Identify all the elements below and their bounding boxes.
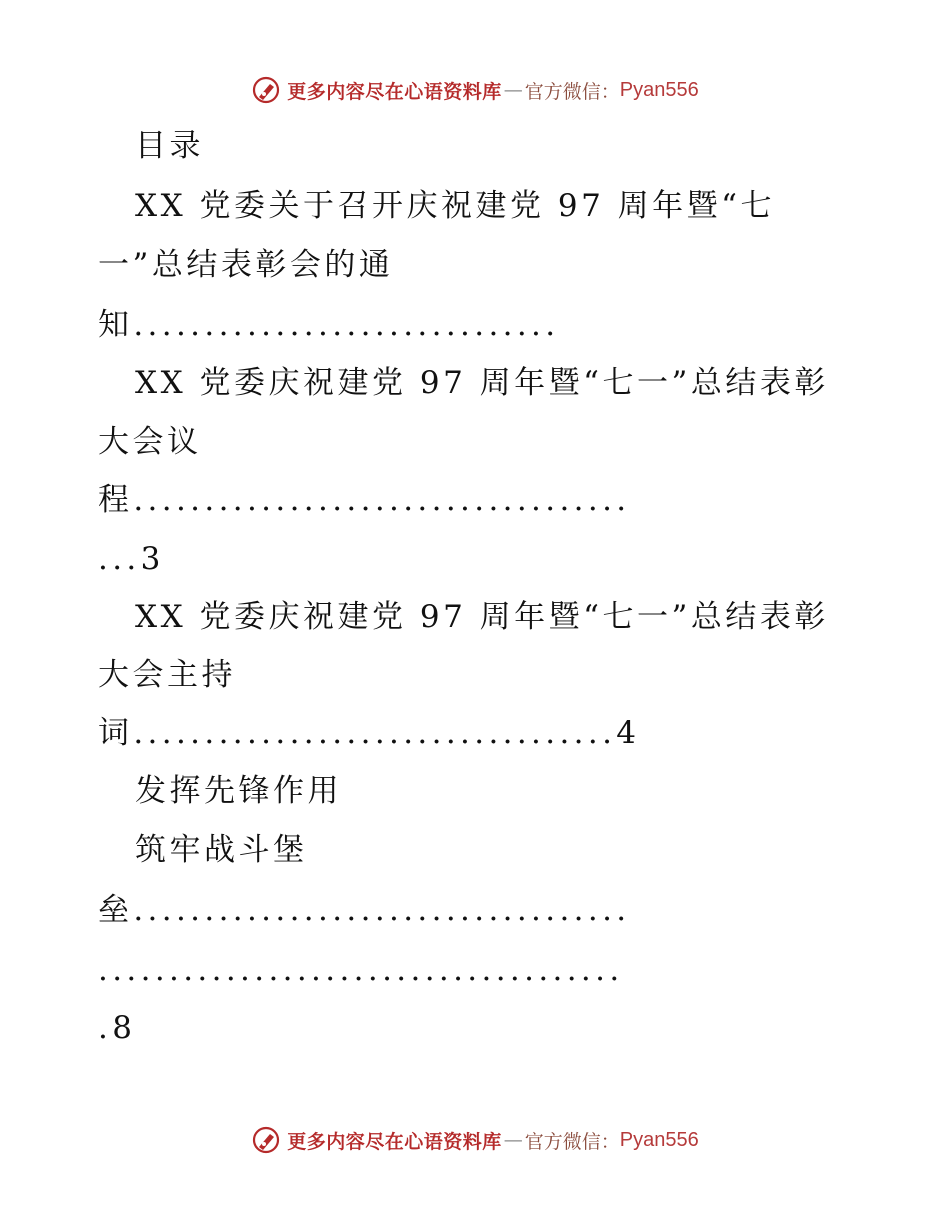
- toc-entry-3-line-2: 大会主持: [98, 657, 236, 693]
- watermark-banner-top: [0, 70, 950, 110]
- toc-entry-4-page: .8: [98, 1010, 137, 1046]
- banner-brand-text: 更多内容尽在心语资料库: [287, 80, 502, 103]
- toc-entry-1-line-1: XX 党委关于召开庆祝建党 97 周年暨“七: [135, 188, 775, 224]
- toc-entry-4-leader-continued: .....................................: [98, 952, 624, 988]
- toc-entry-2-line-1: XX 党委庆祝建党 97 周年暨“七一”总结表彰: [135, 365, 829, 401]
- toc-entry-4-line-1: 发挥先锋作用: [135, 773, 342, 809]
- pen-nib-logo-icon: [251, 1125, 281, 1155]
- banner-wechat-handle: Pyan556: [619, 1128, 699, 1151]
- toc-entry-2-page: ...3: [98, 541, 165, 577]
- banner-dash: —: [503, 1129, 523, 1151]
- banner-wechat-label: 官方微信：: [524, 80, 620, 103]
- toc-entry-3-leader: 词..................................4: [98, 715, 641, 751]
- watermark-banner-bottom: [0, 1120, 950, 1160]
- toc-entry-1-leader: 知..............................: [98, 307, 560, 343]
- banner-wechat-handle: Pyan556: [619, 78, 699, 101]
- toc-entry-2-leader: 程...................................: [98, 482, 631, 518]
- toc-entry-4-line-2: 筑牢战斗堡: [135, 832, 308, 868]
- toc-heading: 目录: [135, 128, 204, 164]
- toc-entry-4-leader: 垒...................................: [98, 892, 631, 928]
- toc-entry-2-line-2: 大会议: [98, 424, 202, 460]
- banner-dash: —: [503, 79, 523, 101]
- toc-entry-1-line-2: 一”总结表彰会的通: [98, 247, 394, 283]
- pen-nib-logo-icon: [251, 75, 281, 105]
- banner-brand-text: 更多内容尽在心语资料库: [287, 1130, 502, 1153]
- toc-entry-3-line-1: XX 党委庆祝建党 97 周年暨“七一”总结表彰: [135, 599, 829, 635]
- banner-wechat-label: 官方微信：: [524, 1130, 620, 1153]
